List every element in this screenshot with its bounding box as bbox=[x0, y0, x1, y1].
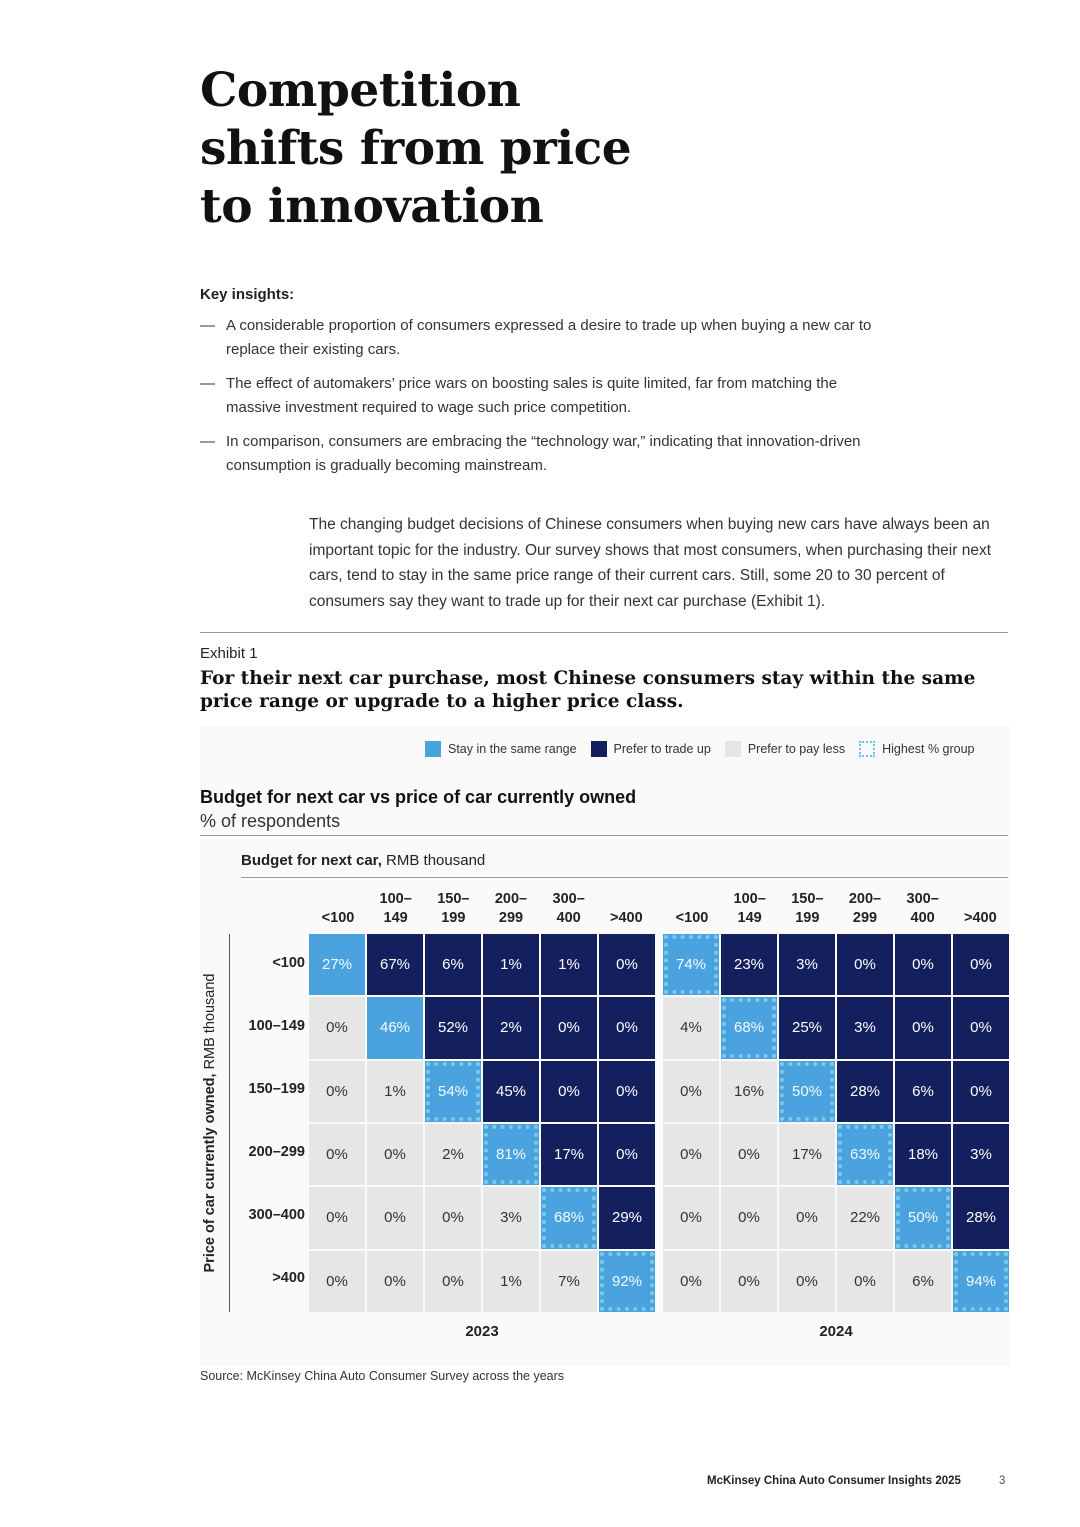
heatmap-cell: 3% bbox=[837, 997, 893, 1058]
chart-legend bbox=[425, 741, 989, 757]
y-axis-title-unit: RMB thousand bbox=[202, 973, 218, 1074]
heatmap-cell: 3% bbox=[953, 1124, 1009, 1185]
intro-paragraph: The changing budget decisions of Chinese consumers when buying new cars have always been an important topic for the industry. Our survey shows that most consumers, when purchasing their next cars, tend to stay in the same price range of their current cars. Still, some 20 to 30 percent of consumers say they want to trade up for their next car purchase (Exhibit 1). bbox=[309, 516, 992, 610]
column-header-line: 200– bbox=[848, 891, 882, 907]
legend-label: Prefer to trade up bbox=[613, 742, 711, 756]
heatmap-cell: 81% bbox=[483, 1124, 539, 1185]
column-header-line: 150– bbox=[437, 891, 470, 907]
heatmap-cell: 0% bbox=[663, 1061, 719, 1122]
heatmap-cell: 27% bbox=[309, 934, 365, 995]
column-header bbox=[663, 909, 721, 928]
column-header-line: 199 bbox=[795, 910, 820, 926]
legend-item-up bbox=[591, 741, 711, 757]
heatmap-cell: 46% bbox=[367, 997, 423, 1058]
heatmap-cell: 0% bbox=[837, 934, 893, 995]
heatmap-cell: 0% bbox=[309, 997, 365, 1058]
heatmap-cell: 0% bbox=[779, 1251, 835, 1312]
heatmap-cell: 4% bbox=[663, 997, 719, 1058]
heatmap-cell: 1% bbox=[541, 934, 597, 995]
row-header: <100 bbox=[272, 955, 305, 971]
heatmap-cell: 1% bbox=[367, 1061, 423, 1122]
column-header bbox=[721, 890, 779, 928]
heatmap-cell: 0% bbox=[895, 997, 951, 1058]
column-header-line: >400 bbox=[609, 910, 643, 926]
legend-swatch-highest bbox=[859, 741, 875, 757]
panel-year-label: 2024 bbox=[819, 1323, 853, 1340]
heatmap-cell: 0% bbox=[309, 1187, 365, 1248]
row-header: 300–400 bbox=[248, 1207, 305, 1223]
heatmap-cell: 0% bbox=[309, 1061, 365, 1122]
heatmap-cell: 50% bbox=[895, 1187, 951, 1248]
bullet-dash: — bbox=[200, 433, 215, 450]
heatmap-cell: 0% bbox=[953, 934, 1009, 995]
heatmap-cell: 68% bbox=[721, 997, 777, 1058]
bullet-text: In comparison, consumers are embracing the “technology war,” indicating that innovation-driven consumption is gradually becoming mainstream. bbox=[226, 433, 861, 474]
panel-year-label: 2023 bbox=[465, 1323, 499, 1340]
x-axis-title-bold: Budget for next car, bbox=[241, 852, 382, 869]
heatmap-cell: 68% bbox=[541, 1187, 597, 1248]
column-header-line: 150– bbox=[791, 891, 824, 907]
heatmap-cell: 0% bbox=[721, 1187, 777, 1248]
footer-publication: McKinsey China Auto Consumer Insights 2025 bbox=[707, 1475, 961, 1487]
key-insights-list bbox=[200, 314, 880, 488]
heatmap-cell: 0% bbox=[953, 997, 1009, 1058]
heatmap-cell: 2% bbox=[425, 1124, 481, 1185]
y-axis-line bbox=[229, 934, 230, 1312]
column-header bbox=[424, 890, 482, 928]
heatmap-cell: 0% bbox=[309, 1251, 365, 1312]
column-header-line: 299 bbox=[852, 910, 878, 926]
column-header-line: 400 bbox=[910, 910, 935, 926]
column-header bbox=[309, 909, 367, 928]
heatmap-cell: 25% bbox=[779, 997, 835, 1058]
title-line: to innovation bbox=[200, 179, 544, 234]
column-header-line: 149 bbox=[737, 910, 762, 926]
column-header bbox=[482, 890, 540, 928]
heatmap-cell: 0% bbox=[663, 1251, 719, 1312]
exhibit-title: For their next car purchase, most Chinese consumers stay within the same price range or upgrade to a higher price class. bbox=[200, 668, 976, 712]
heatmap-cell: 0% bbox=[367, 1251, 423, 1312]
heatmap-cell: 0% bbox=[425, 1251, 481, 1312]
list-item bbox=[200, 372, 880, 420]
legend-item-less bbox=[725, 741, 845, 757]
heatmap-cell: 1% bbox=[483, 934, 539, 995]
column-header-line: 100– bbox=[379, 891, 412, 907]
legend-item-stay bbox=[425, 741, 577, 757]
heatmap-cell: 6% bbox=[425, 934, 481, 995]
heatmap-cell: 0% bbox=[779, 1187, 835, 1248]
heatmap-cell: 29% bbox=[599, 1187, 655, 1248]
column-header-line: <100 bbox=[675, 910, 709, 926]
legend-item-highest bbox=[859, 741, 974, 757]
heatmap-cell: 0% bbox=[367, 1124, 423, 1185]
heatmap-cell: 94% bbox=[953, 1251, 1009, 1312]
heatmap-cell: 0% bbox=[953, 1061, 1009, 1122]
y-axis-title bbox=[202, 974, 218, 1273]
column-header-line: 299 bbox=[498, 910, 524, 926]
source-note: Source: McKinsey China Auto Consumer Survey across the years bbox=[200, 1369, 565, 1383]
heatmap-cell: 0% bbox=[837, 1251, 893, 1312]
x-axis-title-unit: RMB thousand bbox=[381, 852, 486, 869]
heatmap-cell: 28% bbox=[953, 1187, 1009, 1248]
heatmap-cell: 63% bbox=[837, 1124, 893, 1185]
bullet-dash: — bbox=[200, 375, 215, 392]
row-header: >400 bbox=[272, 1270, 305, 1286]
column-header-line: 300– bbox=[552, 891, 585, 907]
heatmap-cell: 67% bbox=[367, 934, 423, 995]
heatmap-cell: 0% bbox=[599, 1061, 655, 1122]
heatmap-cell: 52% bbox=[425, 997, 481, 1058]
heatmap-cell: 0% bbox=[599, 997, 655, 1058]
row-header: 150–199 bbox=[248, 1081, 305, 1097]
heatmap-cell: 3% bbox=[483, 1187, 539, 1248]
column-header-line: 200– bbox=[494, 891, 528, 907]
list-item bbox=[200, 314, 880, 362]
heatmap-cell: 92% bbox=[599, 1251, 655, 1312]
heatmap-cell: 6% bbox=[895, 1061, 951, 1122]
x-axis-title bbox=[241, 852, 485, 869]
heatmap-cell: 1% bbox=[483, 1251, 539, 1312]
heatmap-cell: 17% bbox=[779, 1124, 835, 1185]
column-header-line: >400 bbox=[963, 910, 997, 926]
heatmap-cell: 3% bbox=[779, 934, 835, 995]
heatmap-cell: 2% bbox=[483, 997, 539, 1058]
column-header bbox=[778, 890, 836, 928]
legend-label: Stay in the same range bbox=[448, 742, 577, 756]
heatmap-cell: 17% bbox=[541, 1124, 597, 1185]
row-header: 100–149 bbox=[248, 1018, 305, 1034]
column-header bbox=[836, 890, 894, 928]
heatmap-cell: 0% bbox=[721, 1124, 777, 1185]
column-header-line: 400 bbox=[556, 910, 581, 926]
heatmap-cell: 0% bbox=[721, 1251, 777, 1312]
heatmap-cell: 23% bbox=[721, 934, 777, 995]
chart-title: Budget for next car vs price of car currently owned bbox=[200, 787, 637, 807]
heatmap-panel-2023 bbox=[309, 934, 655, 1312]
legend-swatch-stay bbox=[425, 741, 441, 757]
column-header bbox=[540, 890, 598, 928]
heatmap-cell: 0% bbox=[367, 1187, 423, 1248]
key-insights-heading: Key insights: bbox=[200, 286, 295, 303]
chart-subtitle: % of respondents bbox=[200, 811, 341, 831]
column-header-line: 149 bbox=[383, 910, 408, 926]
list-item bbox=[200, 430, 880, 478]
heatmap-cell: 50% bbox=[779, 1061, 835, 1122]
column-header bbox=[951, 909, 1009, 928]
heatmap-cell: 0% bbox=[309, 1124, 365, 1185]
legend-swatch-up bbox=[591, 741, 607, 757]
heatmap-cell: 22% bbox=[837, 1187, 893, 1248]
heatmap-cell: 0% bbox=[541, 997, 597, 1058]
y-axis-title-bold: Price of car currently owned, bbox=[202, 1073, 218, 1273]
x-axis-rule bbox=[241, 877, 1008, 878]
heatmap-cell: 45% bbox=[483, 1061, 539, 1122]
heatmap-cell: 16% bbox=[721, 1061, 777, 1122]
legend-label: Highest % group bbox=[882, 742, 975, 756]
heatmap-cell: 28% bbox=[837, 1061, 893, 1122]
chart-divider bbox=[200, 835, 1008, 836]
title-line: Competition bbox=[200, 63, 521, 118]
column-header-line: 300– bbox=[906, 891, 939, 907]
title-line: shifts from price bbox=[200, 121, 632, 176]
column-header bbox=[894, 890, 952, 928]
heatmap-cell: 18% bbox=[895, 1124, 951, 1185]
column-header-line: 199 bbox=[441, 910, 466, 926]
heatmap-cell: 6% bbox=[895, 1251, 951, 1312]
heatmap-cell: 54% bbox=[425, 1061, 481, 1122]
heatmap-cell: 0% bbox=[425, 1187, 481, 1248]
heatmap-cell: 0% bbox=[895, 934, 951, 995]
heatmap-cell: 7% bbox=[541, 1251, 597, 1312]
column-header-line: <100 bbox=[321, 910, 355, 926]
heatmap-cell: 0% bbox=[599, 1124, 655, 1185]
heatmap-panel-2024 bbox=[663, 934, 1009, 1312]
column-header bbox=[367, 890, 425, 928]
heatmap-cell: 0% bbox=[599, 934, 655, 995]
column-header bbox=[597, 909, 655, 928]
page-title bbox=[200, 62, 631, 236]
heatmap-cell: 0% bbox=[663, 1124, 719, 1185]
heatmap-cell: 0% bbox=[663, 1187, 719, 1248]
column-header-line: 100– bbox=[733, 891, 766, 907]
bullet-text: A considerable proportion of consumers expressed a desire to trade up when buying a new car to replace their existing cars. bbox=[226, 317, 872, 358]
page-number: 3 bbox=[999, 1475, 1006, 1487]
bullet-dash: — bbox=[200, 317, 215, 334]
row-header: 200–299 bbox=[248, 1144, 305, 1160]
bullet-text: The effect of automakers’ price wars on boosting sales is quite limited, far from matching the massive investment required to wage such price competition. bbox=[226, 375, 838, 416]
legend-swatch-less bbox=[725, 741, 741, 757]
heatmap-cell: 74% bbox=[663, 934, 719, 995]
legend-label: Prefer to pay less bbox=[747, 742, 846, 756]
exhibit-label: Exhibit 1 bbox=[200, 645, 258, 662]
section-divider bbox=[200, 632, 1008, 633]
heatmap-cell: 0% bbox=[541, 1061, 597, 1122]
